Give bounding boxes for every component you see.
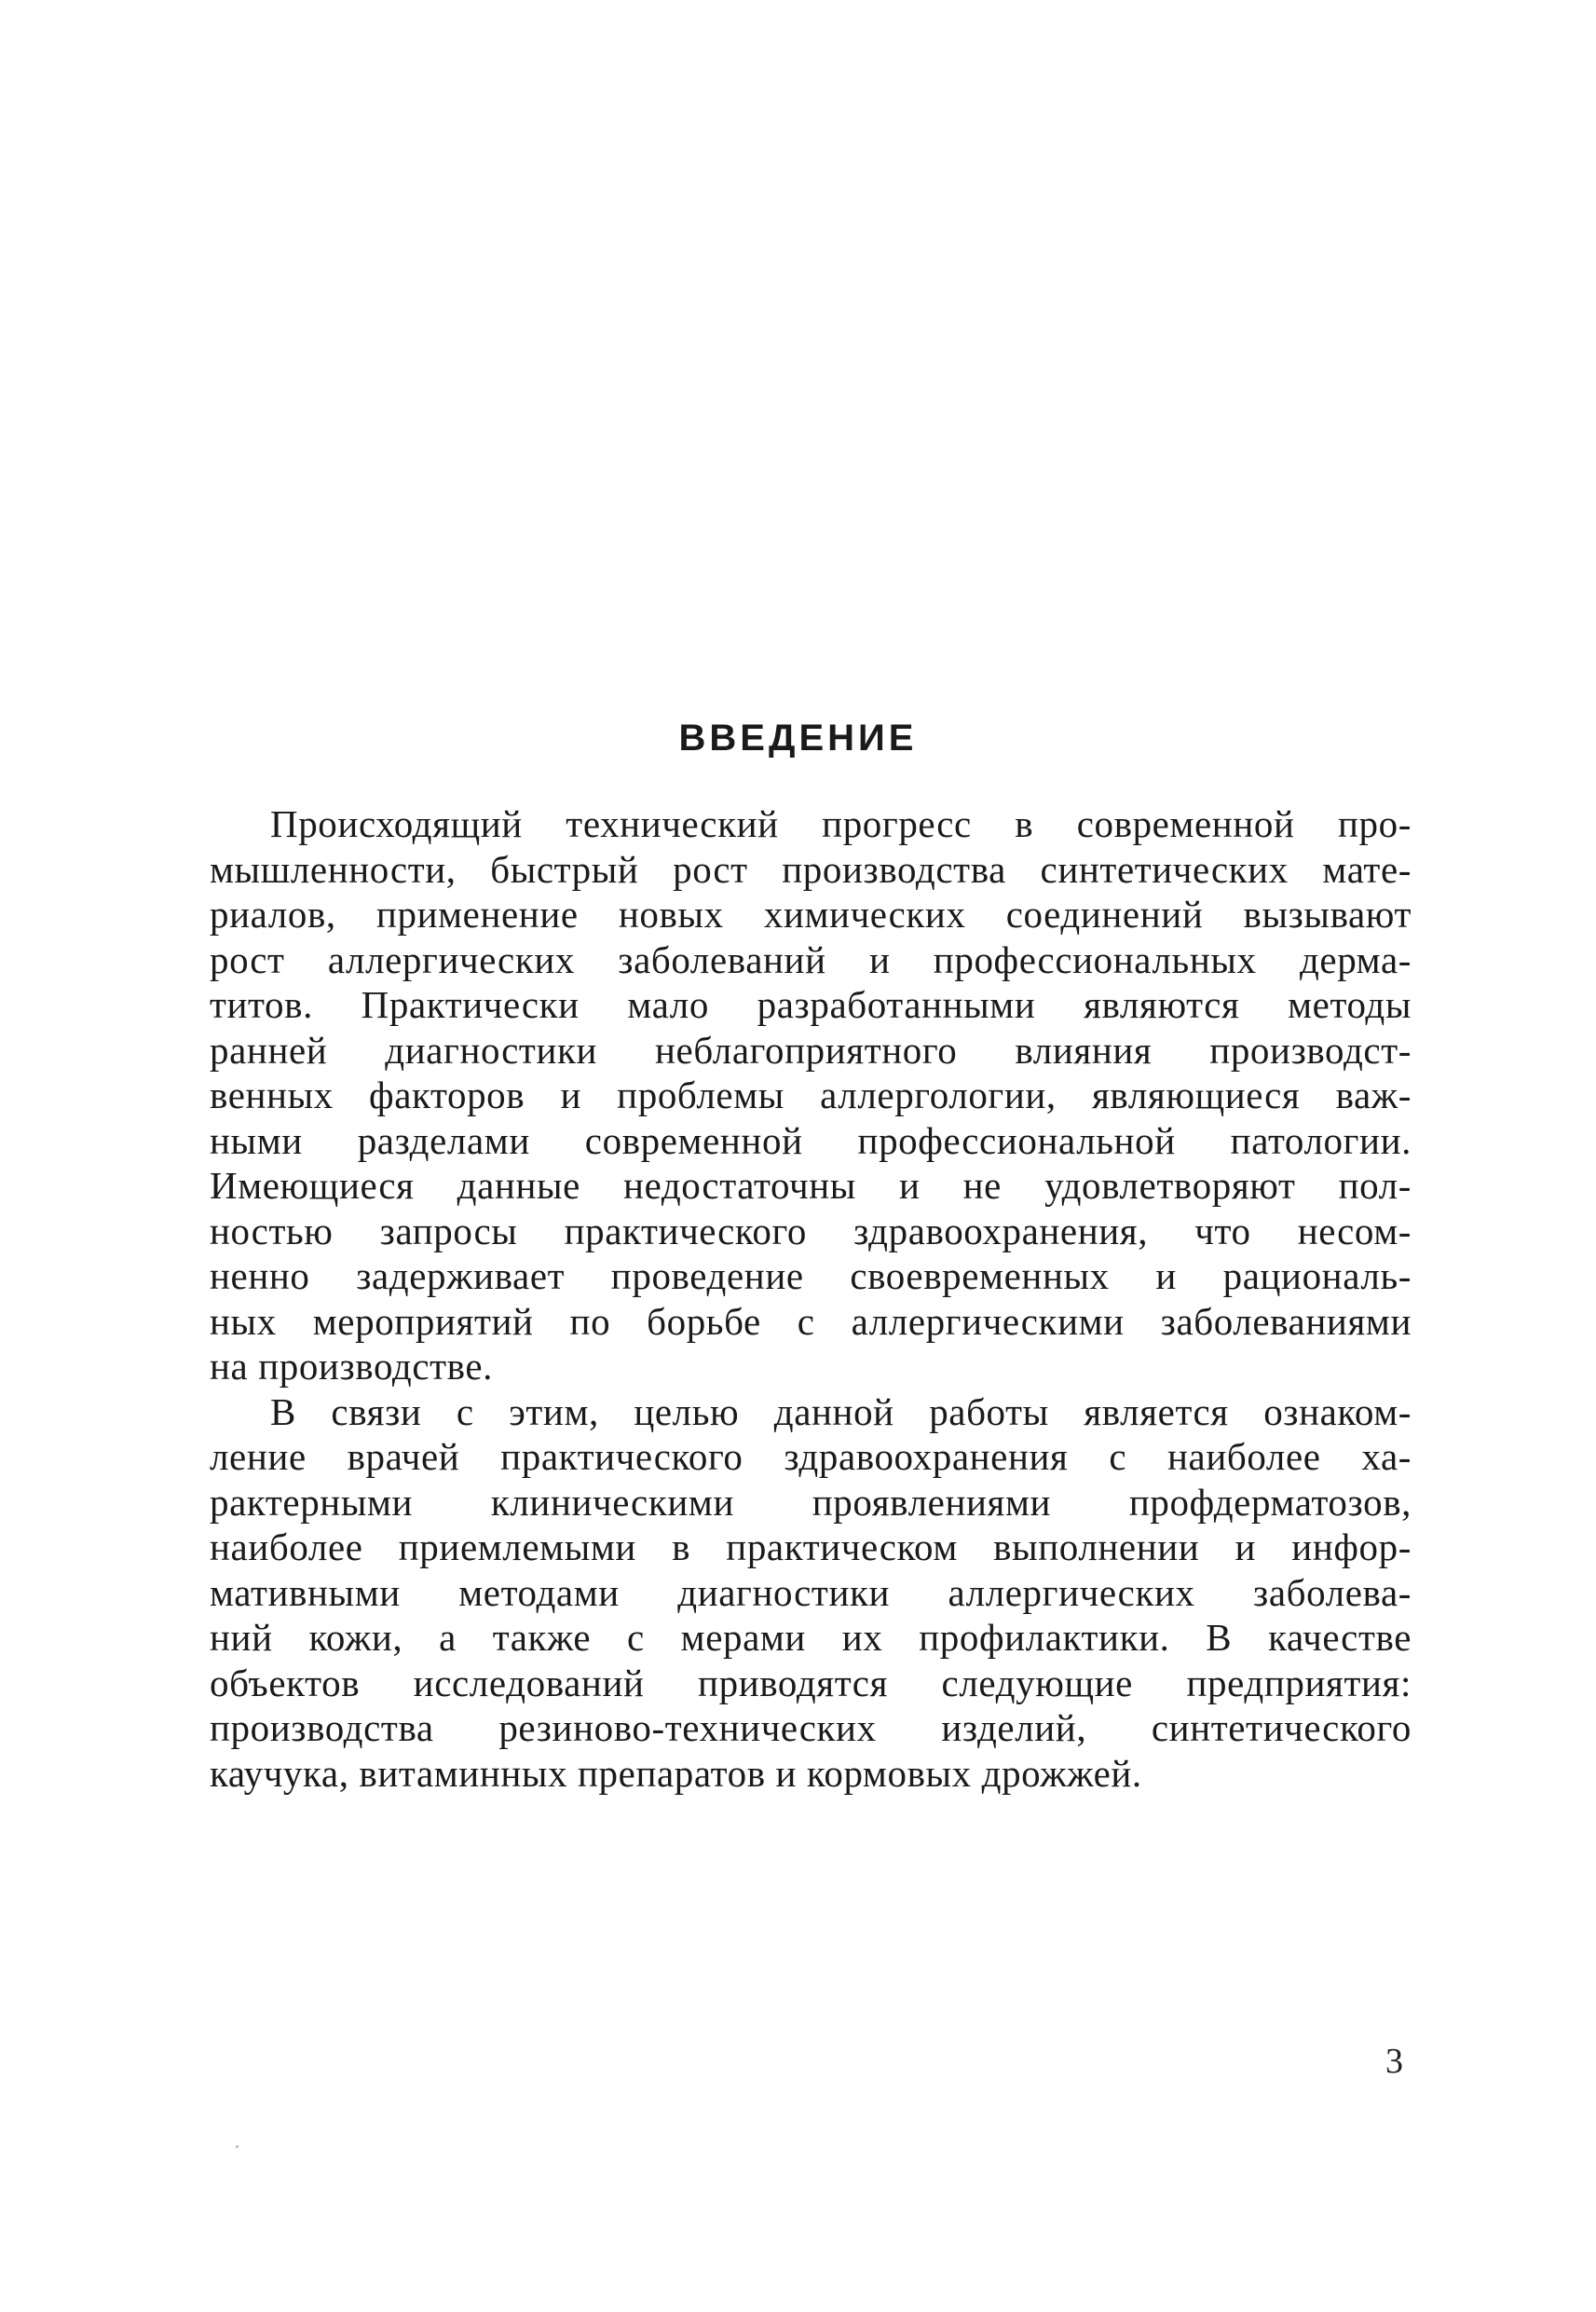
text-line: ностью запросы практического здравоохранения, что несом- [210, 1209, 1412, 1252]
text-line: В связи с этим, целью данной работы является ознаком- [270, 1389, 1412, 1433]
page-number: 3 [1385, 2042, 1403, 2081]
text-line: риалов, применение новых химических соединений вызывают [210, 893, 1412, 936]
text-line: мативными методами диагностики аллергических заболева- [210, 1570, 1412, 1614]
scan-speck [236, 2145, 239, 2148]
text-line: титов. Практически мало разработанными являются методы [210, 983, 1412, 1026]
text-line: ных мероприятий по борьбе с аллергическими заболеваниями [210, 1299, 1412, 1343]
text-line: ранней диагностики неблагоприятного влияния производст- [210, 1028, 1412, 1072]
text-line: Имеющиеся данные недостаточны и не удовлетворяют пол- [210, 1164, 1412, 1207]
text-line: венных факторов и проблемы аллергологии, являющиеся важ- [210, 1074, 1412, 1116]
text-line: ление врачей практического здравоохранения с наиболее ха- [210, 1435, 1412, 1478]
paragraph-2 [210, 1389, 1412, 1797]
paragraph-1 [210, 801, 1412, 1389]
text-line: наиболее приемлемыми в практическом выполнении и инфор- [210, 1525, 1412, 1568]
text-line: рактерными клиническими проявлениями профдерматозов, [210, 1480, 1412, 1524]
text-line: Происходящий технический прогресс в современной про- [270, 802, 1412, 845]
text-line: рост аллергических заболеваний и профессиональных дерма- [210, 937, 1412, 981]
text-line: мышленности, быстрый рост производства синтетических мате- [210, 847, 1412, 891]
text-line: ненно задерживает проведение своевременных и рациональ- [210, 1254, 1412, 1297]
page-title: ВВЕДЕНИЕ [678, 718, 918, 759]
text-line: каучука, витаминных препаратов и кормовых дрожжей. [210, 1751, 1142, 1795]
text-line: ний кожи, а также с мерами их профилактики. В качестве [210, 1616, 1412, 1659]
text-line: производства резиново-технических изделий, синтетического [210, 1706, 1412, 1749]
text-line: ными разделами современной профессиональной патологии. [210, 1118, 1412, 1162]
body-text [210, 801, 1412, 1796]
text-line: на производстве. [210, 1345, 494, 1388]
text-line: объектов исследований приводятся следующие предприятия: [210, 1661, 1412, 1704]
